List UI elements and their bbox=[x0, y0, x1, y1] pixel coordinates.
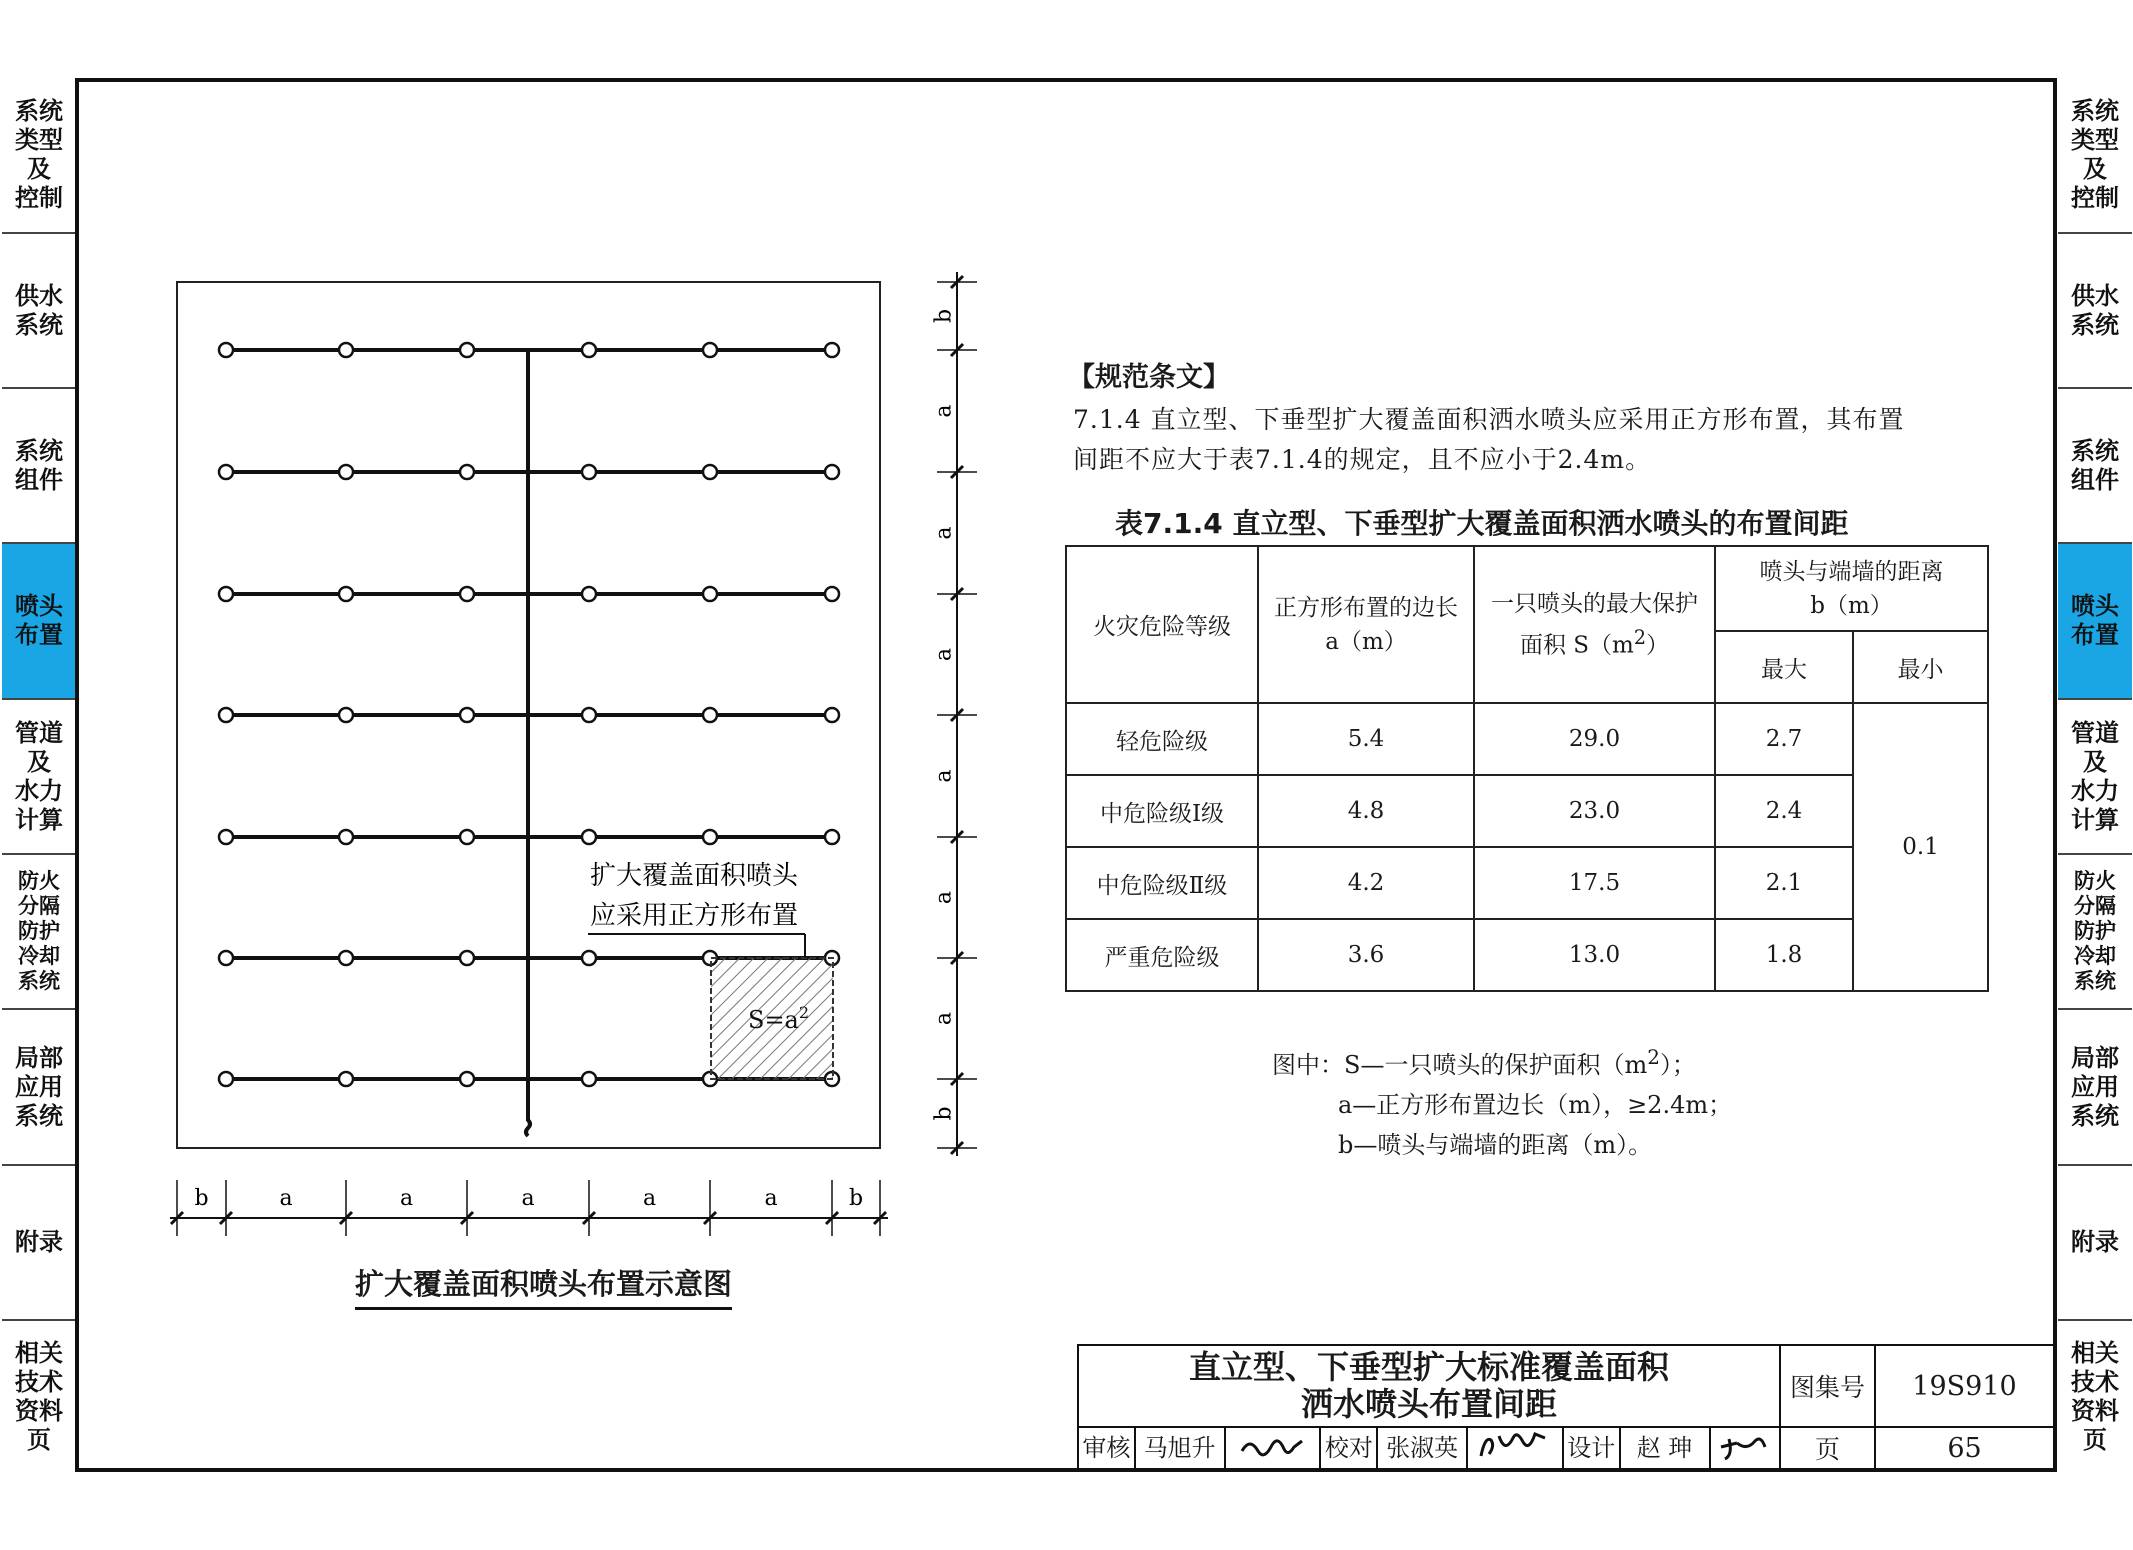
sprinkler-head bbox=[582, 830, 596, 844]
table-cell-max: 2.4 bbox=[1715, 775, 1853, 847]
table-cell-max: 2.7 bbox=[1715, 703, 1853, 775]
dimension-label: a bbox=[931, 404, 957, 418]
atlas-label: 图集号 bbox=[1779, 1344, 1876, 1428]
tab-piping-hydraulics[interactable]: 管道 及 水力 计算 bbox=[2058, 700, 2132, 855]
signature-mark bbox=[1715, 1433, 1775, 1463]
sprinkler-head bbox=[460, 343, 474, 357]
sprinkler-head bbox=[825, 465, 839, 479]
sprinkler-head bbox=[825, 343, 839, 357]
sprinkler-head bbox=[703, 343, 717, 357]
header-wall-distance: 喷头与端墙的距离 b（m） bbox=[1715, 546, 1988, 631]
legend-line-1: 图中：S—一只喷头的保护面积$(m^2)$； bbox=[1272, 1045, 1696, 1079]
header-max-area: 一只喷头的最大保护面积 $S(m^2)$ bbox=[1474, 546, 1715, 703]
spacing-table bbox=[1065, 545, 1989, 992]
sprinkler-head bbox=[219, 708, 233, 722]
main-pipe bbox=[526, 350, 530, 1136]
table-cell-hazard: 严重危险级 bbox=[1066, 919, 1258, 991]
table-cell-area: 13.0 bbox=[1474, 919, 1715, 991]
header-hazard: 火灾危险等级 bbox=[1066, 546, 1258, 703]
sprinkler-head bbox=[219, 951, 233, 965]
dimension-label: a bbox=[931, 769, 957, 783]
vertical-dimension-chain bbox=[932, 272, 978, 1156]
check-label: 校对 bbox=[1321, 1428, 1378, 1468]
dimension-label: a bbox=[931, 890, 957, 905]
sprinkler-head bbox=[825, 830, 839, 844]
sprinkler-head bbox=[339, 708, 353, 722]
sprinkler-head bbox=[339, 343, 353, 357]
table-cell-max: 1.8 bbox=[1715, 919, 1853, 991]
sprinkler-head bbox=[703, 587, 717, 601]
sprinkler-head bbox=[582, 343, 596, 357]
sprinkler-head bbox=[582, 708, 596, 722]
table-cell-area: 17.5 bbox=[1474, 847, 1715, 919]
clause-line-2: 间距不应大于表7.1.4的规定，且不应小于2.4m。 bbox=[1073, 445, 1652, 474]
header-max: 最大 bbox=[1715, 631, 1853, 703]
legend-line-2: a—正方形布置边长（m），≥2.4m； bbox=[1338, 1091, 1733, 1119]
tab-related-info[interactable]: 相关 技术 资料 页 bbox=[2071, 1338, 2119, 1454]
table-cell-hazard: 中危险级Ⅰ级 bbox=[1066, 775, 1258, 847]
sprinkler-head bbox=[339, 1072, 353, 1086]
clause-heading: 【规范条文】 bbox=[1068, 362, 1230, 393]
sprinkler-head bbox=[460, 465, 474, 479]
table-cell-side: 5.4 bbox=[1258, 703, 1474, 775]
sprinkler-head bbox=[219, 830, 233, 844]
table-cell-side: 4.8 bbox=[1258, 775, 1474, 847]
tab-water-supply[interactable]: 供水 系统 bbox=[2, 234, 76, 389]
sprinkler-head bbox=[460, 830, 474, 844]
tab-local-application[interactable]: 局部 应用 系统 bbox=[2, 1010, 76, 1166]
dimension-label: a bbox=[931, 647, 957, 662]
sprinkler-head bbox=[219, 587, 233, 601]
sprinkler-head bbox=[825, 708, 839, 722]
table-cell-max: 2.1 bbox=[1715, 847, 1853, 919]
sprinkler-head bbox=[219, 465, 233, 479]
table-cell-hazard: 轻危险级 bbox=[1066, 703, 1258, 775]
dimension-label: a bbox=[399, 1186, 414, 1211]
tab-system-type-control[interactable]: 系统 类型 及 控制 bbox=[2058, 78, 2132, 234]
dimension-label: a bbox=[521, 1186, 535, 1211]
sprinkler-head bbox=[582, 465, 596, 479]
sprinkler-head bbox=[582, 587, 596, 601]
horizontal-dimension-chain bbox=[170, 1180, 888, 1236]
page-number: 65 bbox=[1874, 1426, 2055, 1470]
dimension-label: b bbox=[848, 1186, 864, 1211]
dimension-label: b bbox=[931, 1106, 957, 1121]
sprinkler-head bbox=[219, 343, 233, 357]
coverage-area-label: $S=a^2$ bbox=[748, 1003, 810, 1034]
checker-name: 张淑英 bbox=[1378, 1428, 1468, 1468]
tab-sprinkler-layout[interactable]: 喷头 布置 bbox=[2058, 544, 2132, 700]
sprinkler-head bbox=[703, 830, 717, 844]
title-block bbox=[1077, 1344, 2055, 1470]
table-title: 表7.1.4 直立型、下垂型扩大覆盖面积洒水喷头的布置间距 bbox=[1115, 507, 1849, 540]
header-min: 最小 bbox=[1853, 631, 1988, 703]
sprinkler-head bbox=[825, 587, 839, 601]
tab-sprinkler-layout[interactable]: 喷头 布置 bbox=[2, 544, 76, 700]
table-cell-side: 3.6 bbox=[1258, 919, 1474, 991]
designer-name: 赵 珅 bbox=[1621, 1428, 1711, 1468]
table-cell-area: 23.0 bbox=[1474, 775, 1715, 847]
tab-water-supply[interactable]: 供水 系统 bbox=[2058, 234, 2132, 389]
signature-mark bbox=[1238, 1433, 1308, 1463]
page-label: 页 bbox=[1779, 1426, 1876, 1470]
tab-related-info[interactable]: 相关 技术 资料 页 bbox=[15, 1338, 63, 1454]
sprinkler-head bbox=[703, 708, 717, 722]
legend-line-3: b—喷头与端墙的距离（m）。 bbox=[1338, 1131, 1653, 1159]
tab-fire-separation-cooling[interactable]: 防火 分隔 防护 冷却 系统 bbox=[2, 855, 76, 1010]
table-cell-area: 29.0 bbox=[1474, 703, 1715, 775]
sprinkler-head bbox=[460, 587, 474, 601]
tab-appendix[interactable]: 附录 bbox=[2, 1166, 76, 1321]
callout-text-line2: 应采用正方形布置 bbox=[590, 901, 799, 931]
tab-piping-hydraulics[interactable]: 管道 及 水力 计算 bbox=[2, 700, 76, 855]
reviewer-name: 马旭升 bbox=[1136, 1428, 1226, 1468]
signature-row bbox=[1077, 1426, 1781, 1470]
tab-fire-separation-cooling[interactable]: 防火 分隔 防护 冷却 系统 bbox=[2058, 855, 2132, 1010]
dimension-label: b bbox=[194, 1186, 209, 1211]
tab-local-application[interactable]: 局部 应用 系统 bbox=[2058, 1010, 2132, 1166]
sprinkler-head bbox=[582, 1072, 596, 1086]
dimension-label: a bbox=[279, 1186, 293, 1211]
sprinkler-head bbox=[460, 1072, 474, 1086]
tab-system-type-control[interactable]: 系统 类型 及 控制 bbox=[2, 78, 76, 234]
table-cell-side: 4.2 bbox=[1258, 847, 1474, 919]
designer-signature bbox=[1711, 1428, 1779, 1468]
dimension-label: a bbox=[642, 1186, 657, 1211]
sprinkler-head bbox=[339, 465, 353, 479]
table-cell-hazard: 中危险级Ⅱ级 bbox=[1066, 847, 1258, 919]
dimension-label: a bbox=[764, 1186, 778, 1211]
tab-appendix[interactable]: 附录 bbox=[2058, 1166, 2132, 1321]
table-cell-min: 0.1 bbox=[1853, 703, 1988, 991]
sprinkler-head bbox=[460, 708, 474, 722]
atlas-number: 19S910 bbox=[1874, 1344, 2055, 1428]
drawing-title: 直立型、下垂型扩大标准覆盖面积 洒水喷头布置间距 bbox=[1077, 1344, 1781, 1428]
sprinkler-head bbox=[460, 951, 474, 965]
design-label: 设计 bbox=[1564, 1428, 1621, 1468]
sprinkler-head bbox=[339, 830, 353, 844]
sprinkler-head bbox=[339, 951, 353, 965]
header-side-length: 正方形布置的边长 a（m） bbox=[1258, 546, 1474, 703]
sprinkler-head bbox=[339, 587, 353, 601]
checker-signature bbox=[1468, 1428, 1564, 1468]
dimension-label: a bbox=[931, 1011, 957, 1026]
reviewer-signature bbox=[1226, 1428, 1322, 1468]
dimension-label: a bbox=[931, 526, 957, 540]
clause-line-1: 7.1.4 直立型、下垂型扩大覆盖面积洒水喷头应采用正方形布置，其布置 bbox=[1073, 405, 1905, 434]
dimension-label: b bbox=[931, 308, 957, 324]
diagram-title: 扩大覆盖面积喷头布置示意图 bbox=[355, 1262, 732, 1310]
sprinkler-head bbox=[582, 951, 596, 965]
sprinkler-head bbox=[703, 465, 717, 479]
tab-system-components[interactable]: 系统 组件 bbox=[2, 389, 76, 544]
callout-text-line1: 扩大覆盖面积喷头 bbox=[590, 861, 799, 891]
signature-mark bbox=[1475, 1432, 1555, 1464]
tab-system-components[interactable]: 系统 组件 bbox=[2058, 389, 2132, 544]
review-label: 审核 bbox=[1079, 1428, 1136, 1468]
sprinkler-head bbox=[219, 1072, 233, 1086]
